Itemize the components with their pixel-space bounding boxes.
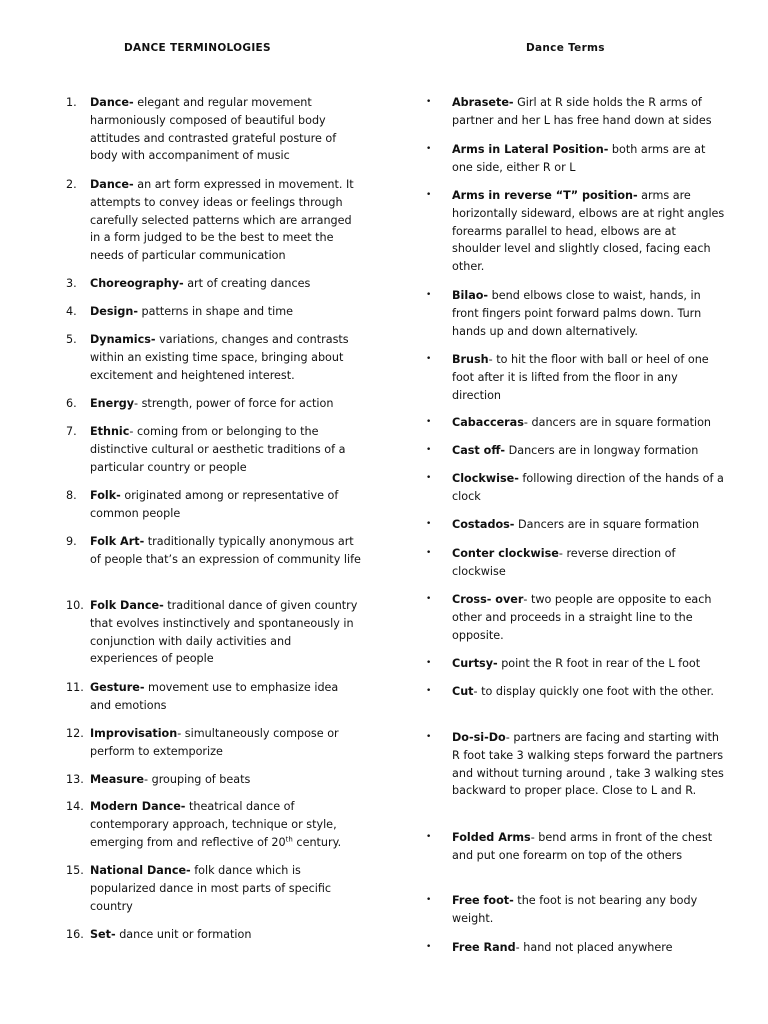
bullet-marker: • <box>426 97 432 107</box>
term-definition: - to hit the floor with ball or heel of one foot after it is lifted from the floor in any direction <box>452 353 709 402</box>
term-name: Design- <box>90 305 138 318</box>
bullet-marker: • <box>426 658 432 668</box>
item-text <box>452 470 728 506</box>
list-item <box>66 487 362 523</box>
term-definition: Dancers are in square formation <box>514 518 700 531</box>
bullet-marker: • <box>426 832 432 842</box>
item-number: 1. <box>66 96 77 109</box>
term-definition-end: century. <box>292 835 342 849</box>
term-name: Energy <box>90 397 135 410</box>
bullet-marker: • <box>426 548 432 558</box>
bullet-marker: • <box>426 354 432 364</box>
item-text <box>90 176 362 265</box>
bullet-marker: • <box>426 417 432 427</box>
list-item <box>426 470 728 506</box>
list-item <box>426 351 728 404</box>
list-item <box>66 533 362 569</box>
item-text <box>452 414 728 432</box>
bullet-marker: • <box>426 895 432 905</box>
item-text <box>90 862 362 915</box>
term-name: Conter clockwise <box>452 547 559 560</box>
term-definition: the foot is not bearing any body weight. <box>452 894 698 925</box>
item-text <box>90 487 362 523</box>
item-text <box>452 187 728 276</box>
item-number: 10. <box>66 599 84 612</box>
term-definition: - reverse direction of clockwise <box>452 547 676 578</box>
item-number: 5. <box>66 333 77 346</box>
term-definition: - two people are opposite to each other and proceeds in a straight line to the opposite. <box>452 593 712 642</box>
term-definition: an art form expressed in movement. It attempts to convey ideas or feelings through carefully selected patterns which are arranged in a form judged to be the best to meet the needs of particular communication <box>90 178 354 263</box>
item-number: 7. <box>66 425 77 438</box>
item-text <box>90 395 362 413</box>
bullet-marker: • <box>426 473 432 483</box>
item-text <box>90 926 362 944</box>
list-item <box>426 414 728 432</box>
list-item <box>66 395 362 413</box>
term-definition: - dancers are in square formation <box>523 416 712 429</box>
item-text <box>452 939 728 957</box>
item-text <box>452 829 728 865</box>
term-name: Folk Art- <box>90 535 145 548</box>
superscript: th <box>285 834 293 843</box>
list-item <box>66 725 362 761</box>
item-text <box>452 683 728 701</box>
bullet-marker: • <box>426 732 432 742</box>
item-number: 4. <box>66 305 77 318</box>
item-text <box>452 141 728 177</box>
term-name: Dance- <box>90 178 134 191</box>
term-definition: arms are horizontally sideward, elbows are at right angles forearms parallel to head, elbows are at shoulder level and slightly closed, facing each other. <box>452 189 725 274</box>
bullet-marker: • <box>426 519 432 529</box>
item-number: 9. <box>66 535 77 548</box>
term-name: Brush <box>452 353 489 366</box>
term-name: Dynamics- <box>90 333 156 346</box>
term-definition: patterns in shape and time <box>137 305 293 318</box>
item-text <box>452 591 728 644</box>
item-text <box>90 771 362 789</box>
list-item <box>66 862 362 915</box>
list-item <box>66 926 362 944</box>
term-name: Cut <box>452 685 474 698</box>
list-item <box>66 303 362 321</box>
item-number: 12. <box>66 727 84 740</box>
term-name: Free foot- <box>452 894 514 907</box>
item-text <box>90 94 362 165</box>
list-item <box>66 771 362 789</box>
item-text <box>452 442 728 460</box>
list-item <box>426 655 728 673</box>
item-text <box>452 545 728 581</box>
list-item <box>426 939 728 957</box>
list-item <box>426 141 728 177</box>
term-definition: dance unit or formation <box>115 928 252 941</box>
term-name: Abrasete- <box>452 96 514 109</box>
list-item <box>426 187 728 276</box>
term-name: Cross- over <box>452 593 524 606</box>
item-number: 6. <box>66 397 77 410</box>
bullet-marker: • <box>426 445 432 455</box>
list-item <box>426 729 728 800</box>
term-name: Ethnic <box>90 425 130 438</box>
bullet-marker: • <box>426 686 432 696</box>
list-item <box>426 829 728 865</box>
list-item <box>66 423 362 476</box>
term-definition: - hand not placed anywhere <box>515 941 673 954</box>
list-item <box>66 275 362 293</box>
item-number: 13. <box>66 773 84 786</box>
item-text <box>452 287 728 340</box>
term-name: Gesture- <box>90 681 145 694</box>
term-definition: variations, changes and contrasts within an existing time space, bringing about excitement and heightened interest. <box>90 333 349 382</box>
term-definition: traditional dance of given country that evolves instinctively and spontaneously in conjunction with daily activities and experiences of people <box>90 599 358 666</box>
term-definition: folk dance which is popularized dance in most parts of specific country <box>90 864 332 913</box>
list-item <box>66 331 362 384</box>
term-definition: - strength, power of force for action <box>134 397 334 410</box>
item-text <box>90 597 362 668</box>
term-definition: - partners are facing and starting with R foot take 3 walking steps forward the partners and without turning around , take 3 walking stes backward to proper place. Close to L and R. <box>452 731 724 798</box>
list-item <box>66 94 362 165</box>
bullet-marker: • <box>426 190 432 200</box>
term-definition: originated among or representative of common people <box>90 489 339 520</box>
page-heading-right: Dance Terms <box>526 42 605 54</box>
term-name: Free Rand <box>452 941 516 954</box>
term-name: Choreography- <box>90 277 184 290</box>
term-definition: Dancers are in longway formation <box>505 444 699 457</box>
item-number: 8. <box>66 489 77 502</box>
term-name: Set- <box>90 928 116 941</box>
term-definition: - bend arms in front of the chest and put one forearm on top of the others <box>452 831 713 862</box>
term-definition: theatrical dance of contemporary approach, technique or style, emerging from and reflective of 20 <box>90 800 337 849</box>
list-item <box>66 679 362 715</box>
item-text <box>90 275 362 293</box>
item-text <box>452 729 728 800</box>
item-number: 3. <box>66 277 77 290</box>
item-text <box>452 655 728 673</box>
term-definition: Girl at R side holds the R arms of partner and her L has free hand down at sides <box>452 96 712 127</box>
term-definition: following direction of the hands of a clock <box>452 472 724 503</box>
item-text <box>90 423 362 476</box>
list-item <box>426 591 728 644</box>
term-name: Costados- <box>452 518 515 531</box>
term-definition: - grouping of beats <box>144 773 251 786</box>
list-item <box>66 597 362 668</box>
term-name: Do-si-Do <box>452 731 506 744</box>
term-name: National Dance- <box>90 864 191 877</box>
term-definition: - coming from or belonging to the distinctive cultural or aesthetic traditions of a particular country or people <box>90 425 346 474</box>
list-item <box>426 892 728 928</box>
list-item <box>426 545 728 581</box>
item-text <box>90 303 362 321</box>
term-name: Cast off- <box>452 444 506 457</box>
list-item <box>66 176 362 265</box>
item-number: 15. <box>66 864 84 877</box>
item-text <box>90 533 362 569</box>
term-name: Folk- <box>90 489 121 502</box>
term-definition: both arms are at one side, either R or L <box>452 143 706 174</box>
bullet-marker: • <box>426 594 432 604</box>
item-number: 2. <box>66 178 77 191</box>
term-name: Cabacceras <box>452 416 524 429</box>
term-definition: elegant and regular movement harmoniously composed of beautiful body attitudes and contrasted grateful posture of body with accompaniment of music <box>90 96 337 163</box>
term-name: Measure <box>90 773 144 786</box>
bullet-marker: • <box>426 290 432 300</box>
term-name: Dance- <box>90 96 134 109</box>
item-text <box>452 351 728 404</box>
term-definition: point the R foot in rear of the L foot <box>497 657 701 670</box>
term-name: Folk Dance- <box>90 599 164 612</box>
item-text <box>452 94 728 130</box>
term-name: Folded Arms <box>452 831 531 844</box>
term-definition: art of creating dances <box>183 277 311 290</box>
item-number: 11. <box>66 681 84 694</box>
item-text <box>90 679 362 715</box>
bullet-marker: • <box>426 942 432 952</box>
term-name: Clockwise- <box>452 472 519 485</box>
list-item <box>66 798 362 851</box>
item-text <box>90 798 362 851</box>
list-item <box>426 287 728 340</box>
term-definition: traditionally typically anonymous art of people that’s an expression of community life <box>90 535 361 566</box>
list-item <box>426 683 728 701</box>
bullet-marker: • <box>426 144 432 154</box>
item-number: 14. <box>66 800 84 813</box>
item-text <box>90 725 362 761</box>
term-name: Curtsy- <box>452 657 498 670</box>
item-text <box>90 331 362 384</box>
term-name: Bilao- <box>452 289 489 302</box>
term-name: Modern Dance- <box>90 800 186 813</box>
item-text <box>452 516 728 534</box>
term-definition: movement use to emphasize idea and emotions <box>90 681 339 712</box>
term-definition: - simultaneously compose or perform to extemporize <box>90 727 339 758</box>
page-heading-left: DANCE TERMINOLOGIES <box>124 42 271 54</box>
list-item <box>426 94 728 130</box>
term-name: Arms in Lateral Position- <box>452 143 609 156</box>
list-item <box>426 442 728 460</box>
term-name: Improvisation <box>90 727 178 740</box>
term-definition: - to display quickly one foot with the other. <box>473 685 714 698</box>
list-item <box>426 516 728 534</box>
term-name: Arms in reverse “T” position- <box>452 189 638 202</box>
item-number: 16. <box>66 928 84 941</box>
item-text <box>452 892 728 928</box>
term-definition: bend elbows close to waist, hands, in front fingers point forward palms down. Turn hands up and down alternatively. <box>452 289 702 338</box>
